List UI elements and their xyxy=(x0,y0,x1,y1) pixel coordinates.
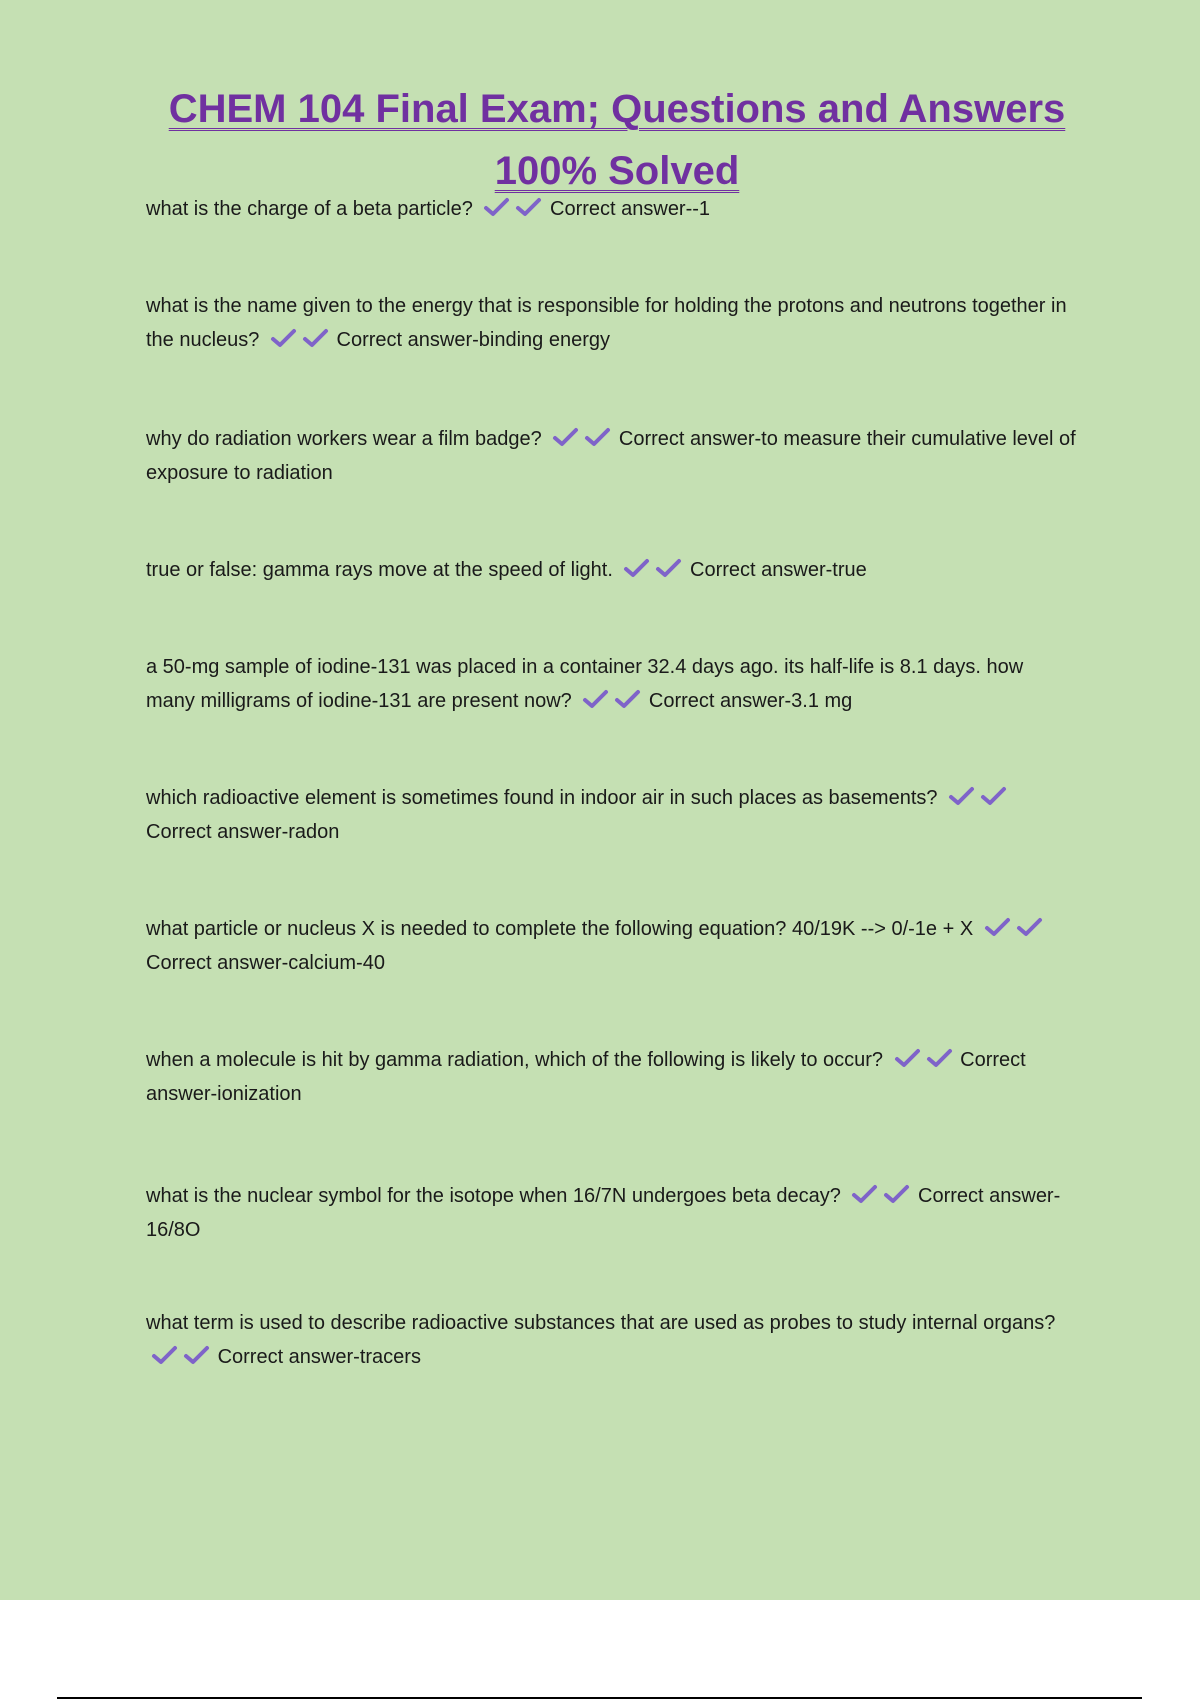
check-icon xyxy=(514,197,542,217)
qa-item-9 xyxy=(146,1179,1076,1247)
check-icon xyxy=(947,786,975,806)
qa-item-2 xyxy=(146,289,1076,357)
check-icon xyxy=(979,786,1007,806)
check-icon xyxy=(925,1048,953,1068)
question-text: what term is used to describe radioactive substances that are used as probes to study internal organs? xyxy=(146,1312,1056,1334)
qa-item-10 xyxy=(146,1306,1076,1374)
question-text: what is the charge of a beta particle? xyxy=(146,198,473,220)
check-icon xyxy=(150,1345,178,1365)
question-text: when a molecule is hit by gamma radiation, which of the following is likely to occur? xyxy=(146,1049,884,1071)
answer-text: Correct answer--1 xyxy=(550,198,711,220)
question-text: which radioactive element is sometimes found in indoor air in such places as basements? xyxy=(146,787,938,809)
answer-text: Correct answer-3.1 mg xyxy=(648,690,853,712)
qa-item-6 xyxy=(146,781,1076,849)
check-icon xyxy=(269,328,297,348)
qa-item-8 xyxy=(146,1043,1076,1111)
question-text: what particle or nucleus X is needed to complete the following equation? 40/19K --> 0/-1e + X xyxy=(146,918,974,940)
check-icon xyxy=(654,558,682,578)
qa-item-1 xyxy=(146,192,1076,226)
check-icon xyxy=(613,689,641,709)
question-text: what is the nuclear symbol for the isotope when 16/7N undergoes beta decay? xyxy=(146,1185,841,1207)
check-icon xyxy=(893,1048,921,1068)
qa-item-4 xyxy=(146,553,1076,587)
answer-text: Correct answer-ionization xyxy=(146,1049,1026,1105)
check-icon xyxy=(1015,917,1043,937)
check-icon xyxy=(882,1184,910,1204)
title-line-1: CHEM 104 Final Exam; Questions and Answers xyxy=(168,87,1066,131)
title-line-2: 100% Solved xyxy=(494,149,740,193)
check-icon xyxy=(622,558,650,578)
check-icon xyxy=(551,427,579,447)
question-text: why do radiation workers wear a film badge? xyxy=(146,428,542,450)
answer-text: Correct answer-to measure their cumulative level of exposure to radiation xyxy=(146,428,1076,484)
check-icon xyxy=(182,1345,210,1365)
check-icon xyxy=(583,427,611,447)
answer-text: Correct answer-calcium-40 xyxy=(146,952,385,974)
question-text: true or false: gamma rays move at the speed of light. xyxy=(146,559,613,581)
check-icon xyxy=(301,328,329,348)
check-icon xyxy=(983,917,1011,937)
answer-text: Correct answer-binding energy xyxy=(336,329,611,351)
check-icon xyxy=(850,1184,878,1204)
check-icon xyxy=(482,197,510,217)
question-text: a 50-mg sample of iodine-131 was placed in a container 32.4 days ago. its half-life is 8.1 days. how many milligrams of iodine-131 are present now? xyxy=(146,656,1024,712)
footer-divider xyxy=(57,1697,1142,1699)
answer-text: Correct answer-tracers xyxy=(217,1346,421,1368)
document-title xyxy=(0,78,1200,202)
check-icon xyxy=(581,689,609,709)
answer-text: Correct answer-radon xyxy=(146,821,340,843)
answer-text: Correct answer-true xyxy=(690,559,867,581)
answer-text: Correct answer-16/8O xyxy=(146,1185,1061,1241)
qa-item-3 xyxy=(146,422,1076,490)
qa-item-7 xyxy=(146,912,1076,980)
qa-item-5 xyxy=(146,650,1076,718)
question-text: what is the name given to the energy that is responsible for holding the protons and neutrons together in the nucleus? xyxy=(146,295,1067,351)
